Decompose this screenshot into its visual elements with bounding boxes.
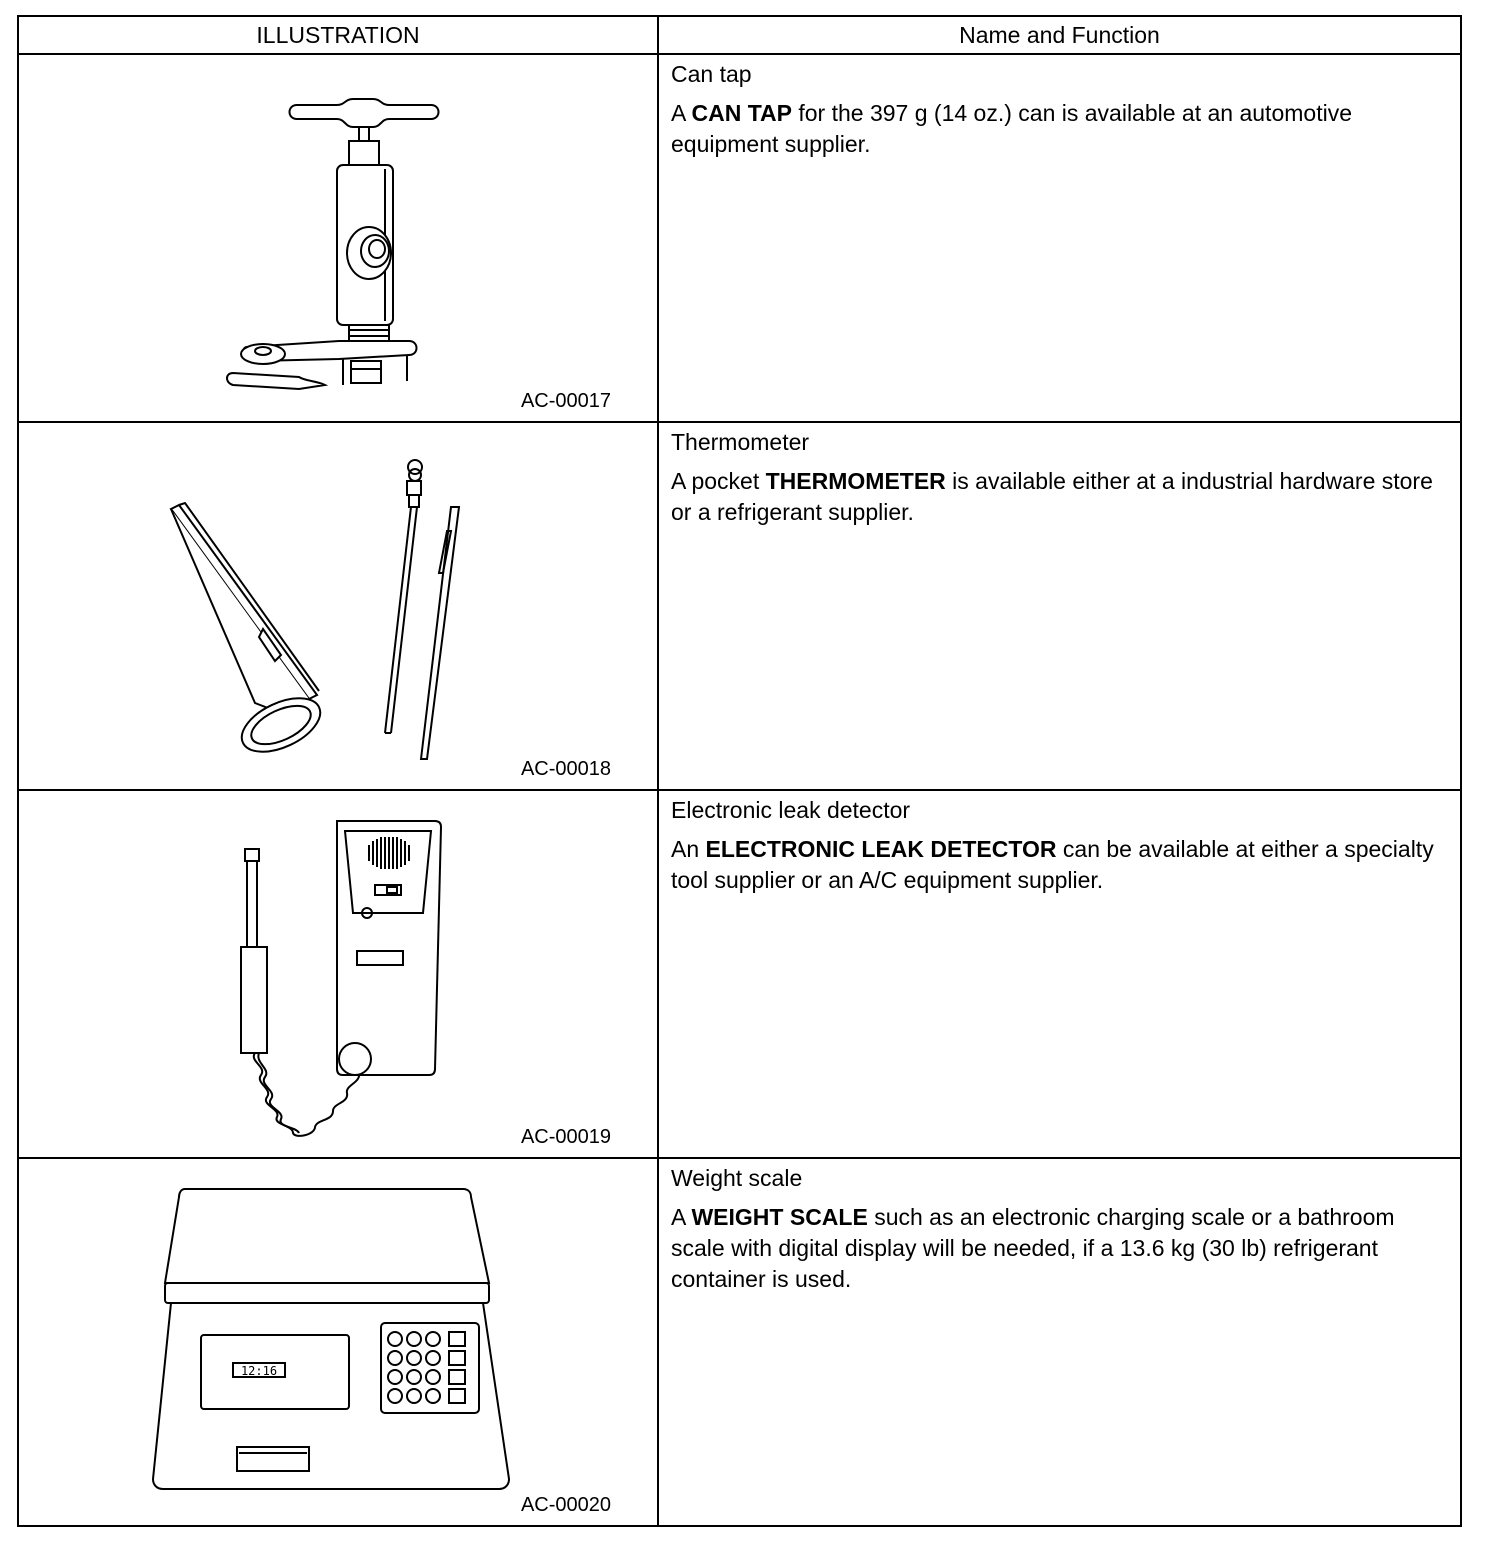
scale-display-readout: 12:16 [240, 1364, 278, 1378]
header-name-function: Name and Function [658, 16, 1461, 54]
description-cell [658, 790, 1461, 1158]
illustration-cell [18, 422, 658, 790]
figure-code: AC-00019 [520, 1126, 611, 1148]
weight-scale-icon [19, 1159, 655, 1525]
can-tap-icon [19, 55, 655, 421]
illustration-cell [18, 1158, 658, 1526]
illustration-cell [18, 54, 658, 422]
tool-keyword: WEIGHT SCALE [691, 1204, 868, 1230]
thermometer-icon [19, 423, 655, 789]
tool-description: An ELECTRONIC LEAK DETECTOR can be available at either a specialty tool supplier or an A/C equipment supplier. [671, 836, 1434, 893]
figure-code: AC-00018 [520, 758, 611, 780]
tool-name: Weight scale [671, 1165, 803, 1191]
description-cell [658, 1158, 1461, 1526]
tool-keyword: CAN TAP [691, 100, 792, 126]
tool-keyword: THERMOMETER [765, 468, 946, 494]
header-row [18, 16, 1461, 54]
tool-name: Can tap [671, 61, 752, 87]
table-row [18, 1158, 1461, 1526]
tool-description: A CAN TAP for the 397 g (14 oz.) can is available at an automotive equipment supplier. [671, 100, 1352, 157]
figure-code: AC-00017 [520, 390, 611, 412]
figure-code: AC-00020 [520, 1494, 611, 1516]
description-cell [658, 422, 1461, 790]
table-row [18, 790, 1461, 1158]
tool-keyword: ELECTRONIC LEAK DETECTOR [705, 836, 1057, 862]
table-row [18, 54, 1461, 422]
table-row [18, 422, 1461, 790]
tool-description: A WEIGHT SCALE such as an electronic charging scale or a bathroom scale with digital display will be needed, if a 13.6 kg (30 lb) refrigerant container is used. [671, 1204, 1395, 1292]
tools-table [17, 15, 1462, 1527]
description-cell [658, 54, 1461, 422]
tool-name: Thermometer [671, 429, 810, 455]
tool-name: Electronic leak detector [671, 797, 911, 823]
illustration-cell [18, 790, 658, 1158]
header-illustration: ILLUSTRATION [18, 16, 658, 54]
tool-description: A pocket THERMOMETER is available either at a industrial hardware store or a refrigerant supplier. [671, 468, 1433, 525]
leak-detector-icon [19, 791, 655, 1157]
